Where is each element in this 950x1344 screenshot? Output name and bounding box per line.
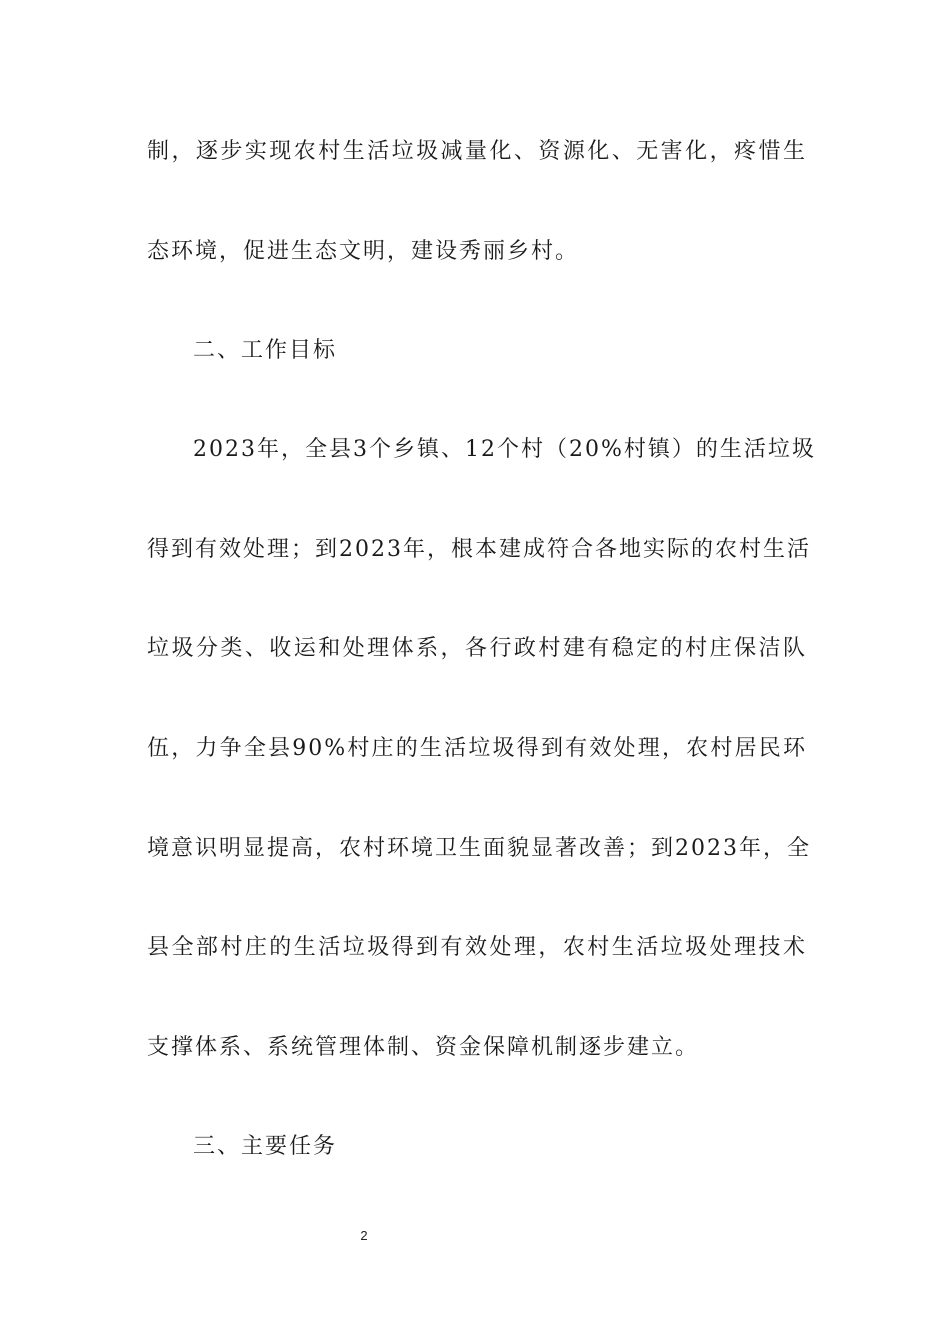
page-number: 2 <box>360 1228 368 1243</box>
paragraph1-line2: 态环境，促进生态文明，建设秀丽乡村。 <box>147 239 580 264</box>
paragraph2-line7: 支撑体系、系统管理体制、资金保障机制逐步建立。 <box>147 1035 700 1060</box>
section3-heading: 三、主要任务 <box>193 1134 338 1159</box>
paragraph1-line1: 制，逐步实现农村生活垃圾减量化、资源化、无害化，疼惜生 <box>147 139 807 164</box>
paragraph2-line4: 伍，力争全县90%村庄的生活垃圾得到有效处理，农村居民环 <box>147 736 807 761</box>
paragraph2-line2: 得到有效处理；到2023年，根本建成符合各地实际的农村生活 <box>147 537 811 562</box>
paragraph2-line1: 2023年，全县3个乡镇、12个村（20%村镇）的生活垃圾 <box>193 437 816 462</box>
paragraph2-line5: 境意识明显提高，农村环境卫生面貌显著改善；到2023年，全 <box>147 836 811 861</box>
paragraph2-line6: 县全部村庄的生活垃圾得到有效处理，农村生活垃圾处理技术 <box>147 935 807 960</box>
paragraph2-line3: 垃圾分类、收运和处理体系，各行政村建有稳定的村庄保洁队 <box>147 636 807 661</box>
section2-heading: 二、工作目标 <box>193 338 338 363</box>
